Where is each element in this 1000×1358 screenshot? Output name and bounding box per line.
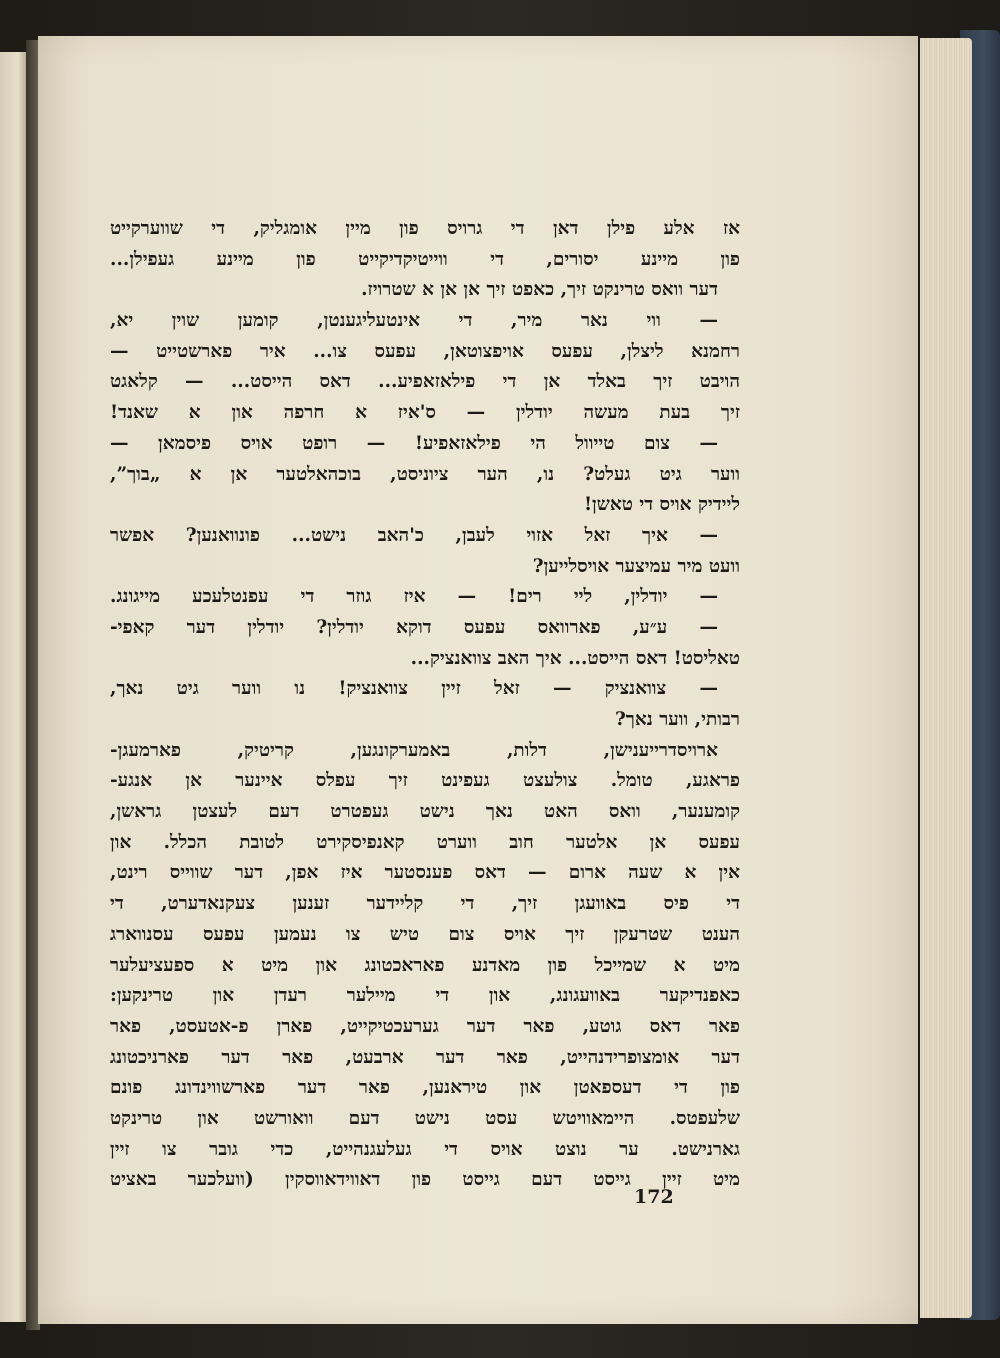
text-line: — ווי נאר מיר, די אינטעליגענטן, קומען שוין יא, [110,310,718,332]
page-text [110,214,740,1196]
text-line: דער אומצופרידנהייט, פאר דער ארבעט, פאר דער פארניכטונג [110,1046,740,1068]
text-line: עפעס אן אלטער חוב ווערט קאנפיסקירט לטובת הכלל. און [110,831,740,853]
left-facing-page [0,52,26,1322]
text-line: די פיס באוועגן זיך, די קליידער זענען צעקנאדערט, די [110,893,740,915]
text-line: פראגע, טומל. צולעצט געפינט זיך עפלס איינער אן אנגע- [110,770,740,792]
text-line: פון די דעספאטן און טיראנען, פאר דער פארשווינדונג פונם [110,1077,740,1099]
text-line: ווער גיט געלט? נו, הער ציוניסט, בוכהאלטער אן א „בוך”, [110,463,740,485]
text-line: — צוואנציק — זאל זיין צוואנציק! נו ווער גיט נאך, [110,678,718,700]
text-line: פאר דאס גוטע, פאר דער גערעכטיקייט, פארן פ-אטעסט, פאר [110,1015,740,1037]
text-line: ליידיק אויס די טאשן! [583,494,740,516]
page-stack-edge [920,38,972,1318]
text-line: ארויסדרייענישן, דלות, באמערקונגען, קריטיק, פארמעגן- [110,739,718,761]
text-line: — יודלין, ליי רים! — איז גוזר די עפנטלעכע מייגונג. [110,586,718,608]
text-line: פון מיינע יסורים, די ווייטיקדיקייט פון מיינע געפילן... [110,248,740,270]
text-line: הויבט זיך באלד אן די פילאזאפיע... דאס הייסט... — קלאגט [110,371,740,393]
text-line: מיט זיין גייסט דעם גייסט פון דאווידאווסקין (וועלכער באציט [110,1169,740,1191]
page-number: 172 [634,1186,674,1208]
text-line: — איך זאל אזוי לעבן, כ'האב נישט... פונוואנען? אפשר [110,524,718,546]
text-line: וועט מיר עמיצער אויסלייען? [532,555,740,577]
book-page [38,36,918,1324]
text-line: מיט א שמייכל פון מאדנע פאראכטונג און מיט א ספעציעלער [110,954,740,976]
text-line: שלעפטס. היימאוויטש עסט נישט דעם וואורשט און טרינקט [110,1107,740,1129]
text-line: הענט שטרעקן זיך אויס צום טיש צו נעמען עפעס עסנווארג [110,923,740,945]
text-line: כאפנדיקער באוועגונג, און די מיילער רעדן און טרינקען: [110,985,740,1007]
text-line: קומענער, וואס האט נאך נישט געפטרט דעם לעצטן גראשן, [110,801,740,823]
text-line: גארנישט. ער נוצט אויס די געלעגנהייט, כדי גובר צו זיין [110,1138,740,1160]
text-line: אין א שעה ארום — דאס פענסטער איז אפן, דער שווייס רינט, [110,862,740,884]
text-line: רבותי, ווער נאך? [614,709,740,730]
text-line: אז אלע פילן דאן די גרויס פון מיין אומגליק, די שווערקייט [110,218,740,239]
text-line: — ע״ע, פארוואס עפעס דוקא יודלין? יודלין דער קאפי- [110,616,718,638]
text-line: דער וואס טרינקט זיך, כאפט זיך אן אן א שטרויז. [361,279,718,301]
text-line: — צום טייוול הי פילאזאפיע! — רופט אויס פיסמאן — [110,432,718,454]
text-line: טאליסט! דאס הייסט... איך האב צוואנציק... [410,647,740,669]
text-line: זיך בעת מעשה יודלין — ס'איז א חרפה און א שאנד! [110,402,740,424]
text-line: רחמנא ליצלן, עפעס אויפצוטאן, עפעס צו... איר פארשטייט — [110,340,740,362]
